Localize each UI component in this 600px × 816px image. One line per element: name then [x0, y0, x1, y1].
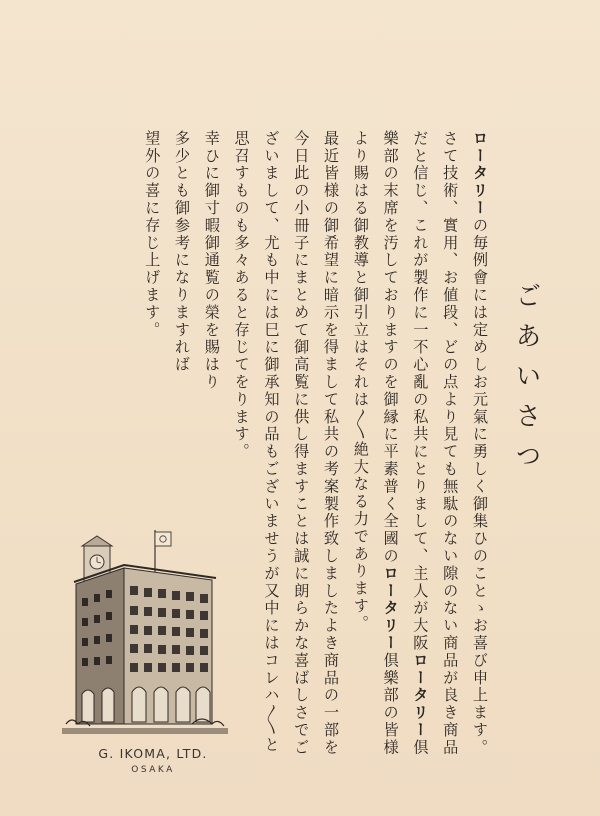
body-text-segment: 思召すものも多々あると存じてをります。	[232, 130, 251, 461]
body-text-segment: 多少とも御参考になりますれば	[173, 130, 192, 374]
body-text-segment: 今日此の小冊子にまとめて御高覧に供し得ますことは誠に朗らかな喜ばしさでご	[292, 130, 311, 757]
company-name: G. IKOMA, LTD.	[98, 746, 208, 761]
body-line	[375, 130, 405, 790]
office-building-illustration	[62, 528, 228, 740]
body-text-segment: だと信じ、これが製作に一不心亂の私共にとりまして、主人が大阪	[411, 130, 430, 652]
body-text-segment: 倶樂部の皆様	[381, 652, 400, 757]
body-line	[434, 130, 464, 790]
body-line	[315, 130, 345, 790]
body-text-segment: 倶	[411, 739, 430, 757]
body-text-segment: ざいまして、尤も中には巳に御承知の品もございませうが又中にはコレハ〱と	[262, 130, 281, 755]
body-line	[464, 130, 494, 790]
body-text-segment: の毎例會には定めしお元氣に勇しく御集ひのことゝお喜び申上ます。	[471, 217, 489, 757]
body-text-segment: 望外の喜に存じ上げます。	[143, 130, 162, 339]
body-text-segment: 幸ひに御寸暇御通覧の榮を賜はり	[202, 130, 221, 391]
body-text-segment: 樂部の末席を汚しておりますのを御縁に平素普く全國の	[381, 130, 400, 565]
rotary-keyword: ロータリー	[471, 130, 489, 217]
body-line	[405, 130, 435, 790]
body-line	[345, 130, 375, 790]
body-line	[285, 130, 315, 790]
body-text-segment: より賜はる御教導と御引立はそれは〱絶大なる力であります。	[351, 130, 370, 633]
body-text-segment: 最近皆様の御希望に暗示を得まして私共の考案製作致しましたよき商品の一部を	[322, 130, 341, 757]
rotary-keyword: ロータリー	[381, 565, 400, 652]
body-text-segment: さて技術、實用、お値段、どの点より見ても無駄のない隙のない商品が良き商品	[441, 130, 460, 757]
company-city: OSAKA	[131, 765, 175, 775]
rotary-keyword: ロータリー	[411, 652, 430, 739]
company-caption	[58, 746, 248, 775]
greeting-title: ごあいさつ	[511, 282, 541, 482]
body-line	[226, 130, 256, 790]
body-line	[256, 130, 286, 790]
